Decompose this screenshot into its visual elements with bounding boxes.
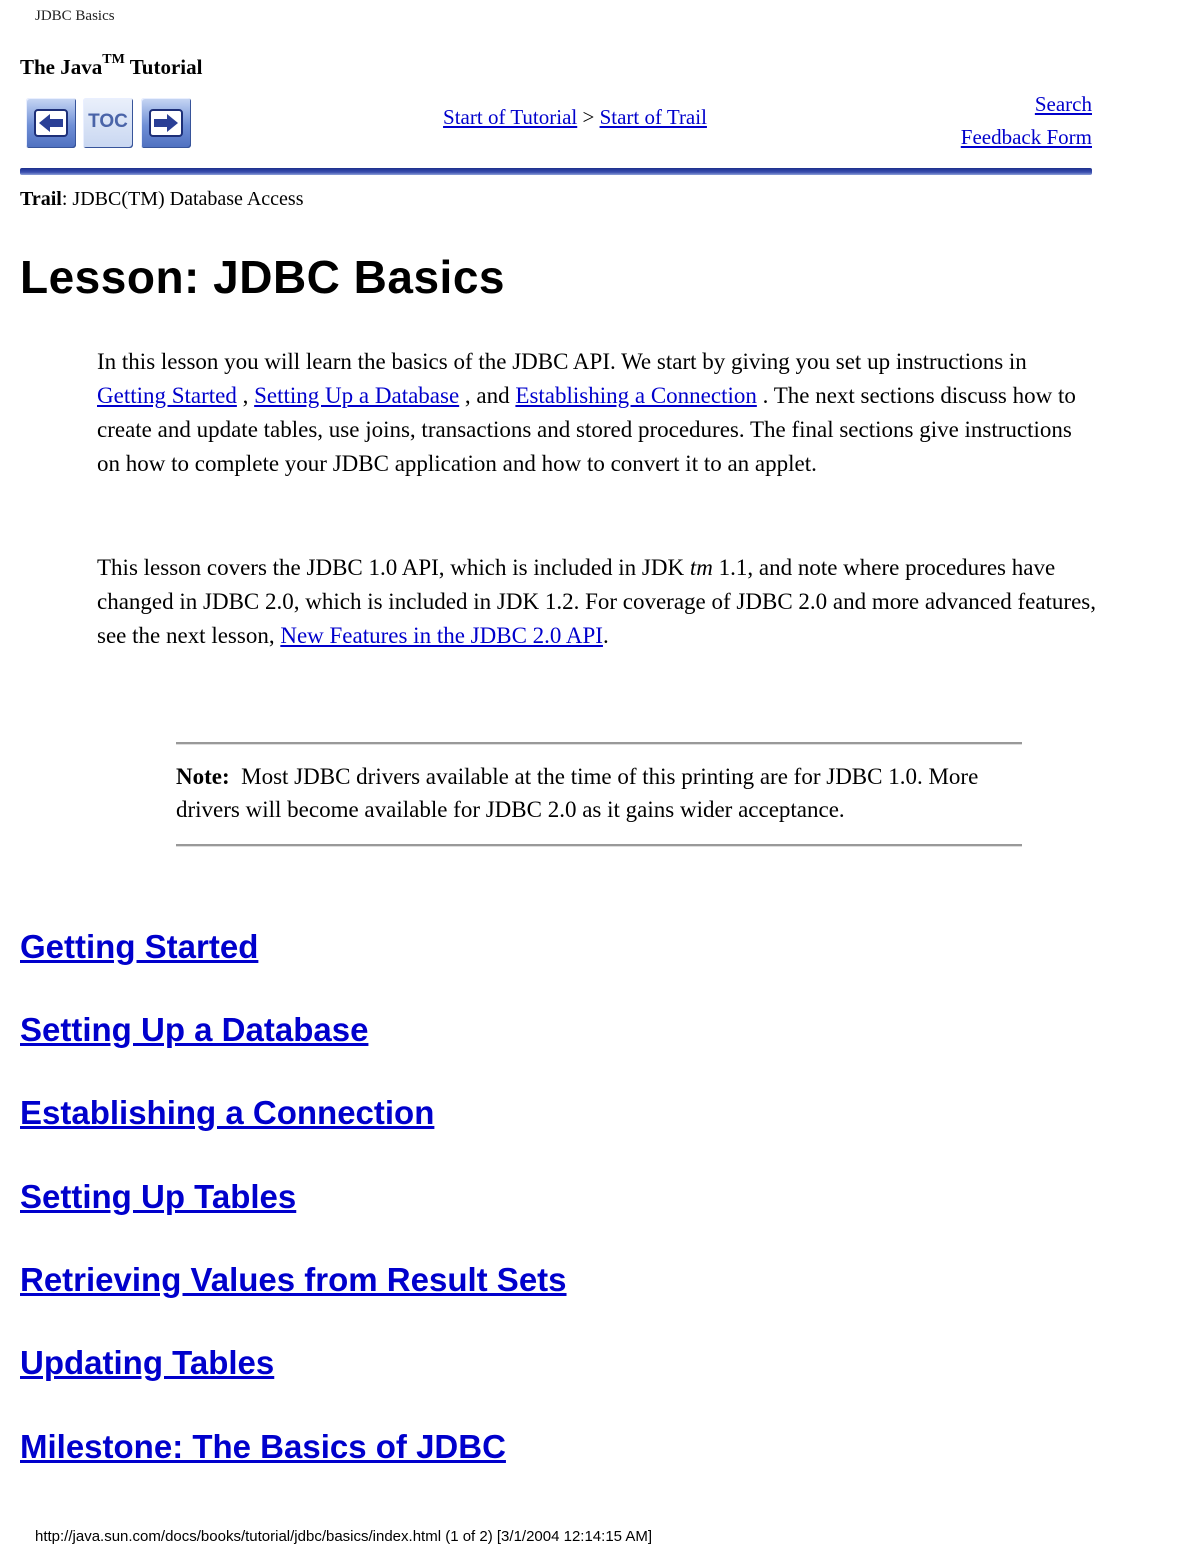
trail-label: Trail xyxy=(20,188,62,210)
tutorial-title xyxy=(20,52,203,80)
intro-text: . The next sections discuss how to create and update tables, use joins, transactions and stored procedures. The final sections give instructions on how to complete your JDBC application and how to convert it to an applet. xyxy=(97,383,1076,476)
trademark-mark: TM xyxy=(102,52,125,67)
intro-text: , xyxy=(236,383,255,408)
setting-up-database-inline-link[interactable]: Setting Up a Database xyxy=(254,383,460,408)
section-link-setting-up-database[interactable]: Setting Up a Database xyxy=(20,1011,369,1048)
intro-paragraph-2 xyxy=(97,551,1097,653)
footer-url: http://java.sun.com/docs/books/tutorial/jdbc/basics/index.html (1 of 2) [3/1/2004 12:14:15 AM] xyxy=(35,1528,653,1545)
breadcrumb-separator: > xyxy=(582,105,595,129)
tutorial-title-prefix: The Java xyxy=(20,55,103,79)
start-of-tutorial-link[interactable]: Start of Tutorial xyxy=(443,105,578,129)
tutorial-title-suffix: Tutorial xyxy=(124,55,203,79)
section-link-milestone[interactable]: Milestone: The Basics of JDBC xyxy=(20,1428,506,1465)
establishing-connection-inline-link[interactable]: Establishing a Connection xyxy=(515,383,757,408)
tm-italic: tm xyxy=(689,555,713,580)
intro-text: 1.1, and note where procedures have changed in JDBC 2.0, which is included in JDK 1.2. For coverage of JDBC 2.0 and more advanced features, see the next lesson, xyxy=(97,555,1096,648)
section-link-getting-started[interactable]: Getting Started xyxy=(20,928,259,965)
page-title: Lesson: JDBC Basics xyxy=(20,251,505,303)
section-link-establishing-connection[interactable]: Establishing a Connection xyxy=(20,1094,435,1131)
section-link-retrieving-values[interactable]: Retrieving Values from Result Sets xyxy=(20,1261,567,1298)
top-right-links xyxy=(961,88,1092,154)
note-box xyxy=(176,742,1022,846)
intro-paragraph-1 xyxy=(97,345,1097,481)
section-link-updating-tables[interactable]: Updating Tables xyxy=(20,1344,275,1381)
feedback-form-link[interactable]: Feedback Form xyxy=(960,125,1092,149)
intro-text: , and xyxy=(459,383,516,408)
running-head: JDBC Basics xyxy=(35,8,115,24)
trail-line xyxy=(20,188,303,211)
trail-value: : JDBC(TM) Database Access xyxy=(61,188,304,210)
new-features-jdbc2-link[interactable]: New Features in the JDBC 2.0 API xyxy=(280,623,603,648)
section-link-setting-up-tables[interactable]: Setting Up Tables xyxy=(20,1178,297,1215)
header-divider xyxy=(20,168,1092,175)
intro-text: This lesson covers the JDBC 1.0 API, which is included in JDK xyxy=(97,555,690,580)
start-of-trail-link[interactable]: Start of Trail xyxy=(599,105,707,129)
getting-started-inline-link[interactable]: Getting Started xyxy=(97,383,237,408)
intro-text: In this lesson you will learn the basics of the JDBC API. We start by giving you set up instructions in xyxy=(97,349,1027,374)
note-text: Most JDBC drivers available at the time of this printing are for JDBC 1.0. More drivers will become available for JDBC 2.0 as it gains wider acceptance. xyxy=(176,764,985,822)
toc-label: TOC xyxy=(88,111,128,132)
intro-text: . xyxy=(602,623,609,648)
note-label: Note: xyxy=(176,764,230,789)
search-link[interactable]: Search xyxy=(1034,92,1092,116)
